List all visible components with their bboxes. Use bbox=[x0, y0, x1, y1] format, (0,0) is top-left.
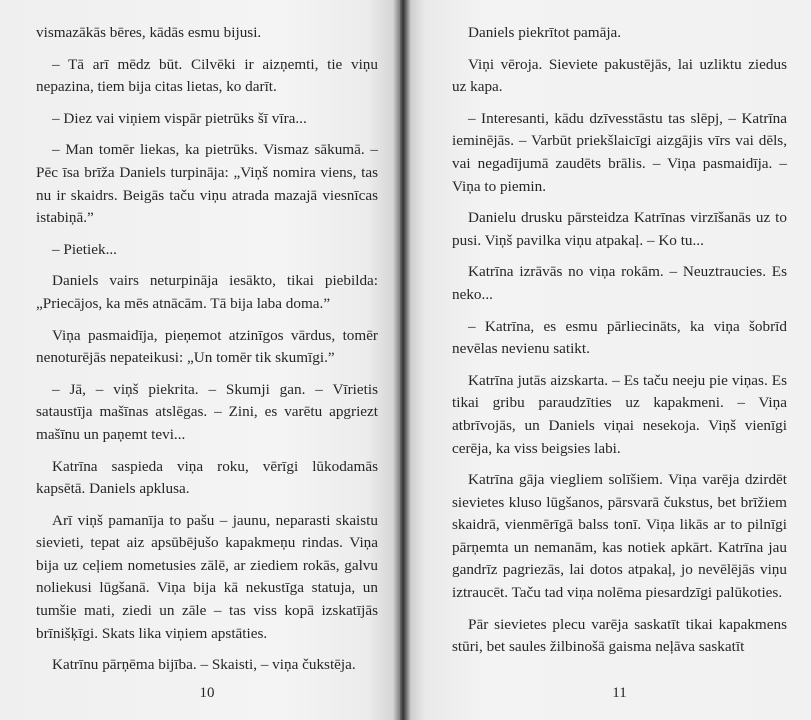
paragraph: – Pietiek... bbox=[52, 240, 117, 258]
paragraph: Viņi vēroja. Sieviete pakustējās, lai uzliktu ziedus uz kapa. bbox=[452, 55, 787, 96]
paragraph: Danielu drusku pārsteidza Katrīnas virzīšanās uz to pusi. Viņš pavilka viņu atpakaļ. – Ko tu... bbox=[452, 209, 787, 249]
right-page-text bbox=[452, 22, 787, 659]
page-number: 10 bbox=[199, 685, 215, 701]
page-number: 11 bbox=[612, 685, 627, 701]
paragraph: Daniels piekrītot pamāja. bbox=[468, 24, 622, 41]
paragraph: Katrīnu pārņēma bijība. – Skaisti, – viņa čukstēja. bbox=[52, 656, 356, 674]
left-page bbox=[0, 0, 400, 720]
paragraph: – Man tomēr liekas, ka pietrūks. Vismaz sākumā. – Pēc īsa brīža Daniels turpināja: „Viņš nomira viens, tas nu ir skaidrs. Beigās taču viņu atrada mazajā viesnīcas istabiņā.” bbox=[36, 141, 378, 227]
right-page bbox=[400, 0, 811, 720]
left-page-text bbox=[36, 22, 378, 677]
paragraph: – Tā arī mēdz būt. Cilvēki ir aizņemti, tie viņu nepazina, tiem bija citas lietas, ko darīt. bbox=[36, 55, 378, 96]
paragraph: Pār sievietes plecu varēja saskatīt tikai kapakmens stūri, bet saules žilbinošā gaisma neļāva saskatīt bbox=[452, 615, 787, 656]
paragraph: – Interesanti, kādu dzīvesstāstu tas slēpj, – Katrīna ieminējās. – Varbūt priekšlaicīgi aizgājis vīrs vai dēls, vai negadījumā zaudēts brālis. – Viņa pasmaidīja. – Viņa to piemin. bbox=[452, 109, 787, 195]
paragraph: Arī viņš pamanīja to pašu – jaunu, neparasti skaistu sievieti, tepat aiz apsūbējušo kapakmeņu rindas. Viņa bija uz ceļiem nometusies zālē, ar ziediem rokās, galvu noliekusi lūgšanā. Viņa bija kā nekustīga statuja, un tumšie mati, ziedi un zāle – tas viss kopā izskatījās brīnišķīgi. Skats lika viņiem apstāties. bbox=[36, 511, 378, 642]
paragraph: Katrīna saspieda viņa roku, vērīgi lūkodamās kapsētā. Daniels apklusa. bbox=[36, 457, 378, 498]
paragraph: – Diez vai viņiem vispār pietrūks šī vīra... bbox=[52, 109, 307, 127]
paragraph: vismazākās bēres, kādās esmu bijusi. bbox=[36, 24, 262, 41]
paragraph: – Jā, – viņš piekrita. – Skumji gan. – Vīrietis sataustīja mašīnas atslēgas. – Zini, es varētu apgriezt mašīnu un paņemt tevi... bbox=[36, 380, 378, 443]
paragraph: Viņa pasmaidīja, pieņemot atzinīgos vārdus, tomēr nenoturējās nepateikusi: „Un tomēr tik skumīgi.” bbox=[36, 326, 378, 367]
paragraph: Katrīna gāja viegliem solīšiem. Viņa varēja dzirdēt sievietes kluso lūgšanos, pārsvarā čukstus, bet brīžiem skaidrā, vienmērīgā balss tonī. Viņa likās ar to pilnīgi pārņemta un nemanām, kas notiek apkārt. Katrīna jau gandrīz pagriezās, lai dotos atpakaļ, jo nevēlējās viņu iztraucēt. Taču tad viņa nolēma piesardzīgi palūkoties. bbox=[452, 471, 787, 602]
paragraph: Katrīna jutās aizskarta. – Es taču neeju pie viņas. Es tikai gribu paraudzīties uz kapakmeni. – Viņa atbrīvojās, un Daniels viņai nesekoja. Viņš vienīgi cerēja, ka viss beigsies labi. bbox=[452, 371, 787, 457]
paragraph: Daniels vairs neturpināja iesākto, tikai piebilda: „Priecājos, ka mēs atnācām. Tā bija laba doma.” bbox=[36, 272, 378, 312]
paragraph: – Katrīna, es esmu pārliecināts, ka viņa šobrīd nevēlas nevienu satikt. bbox=[452, 317, 787, 358]
paragraph: Katrīna izrāvās no viņa rokām. – Neuztraucies. Es neko... bbox=[452, 263, 787, 303]
